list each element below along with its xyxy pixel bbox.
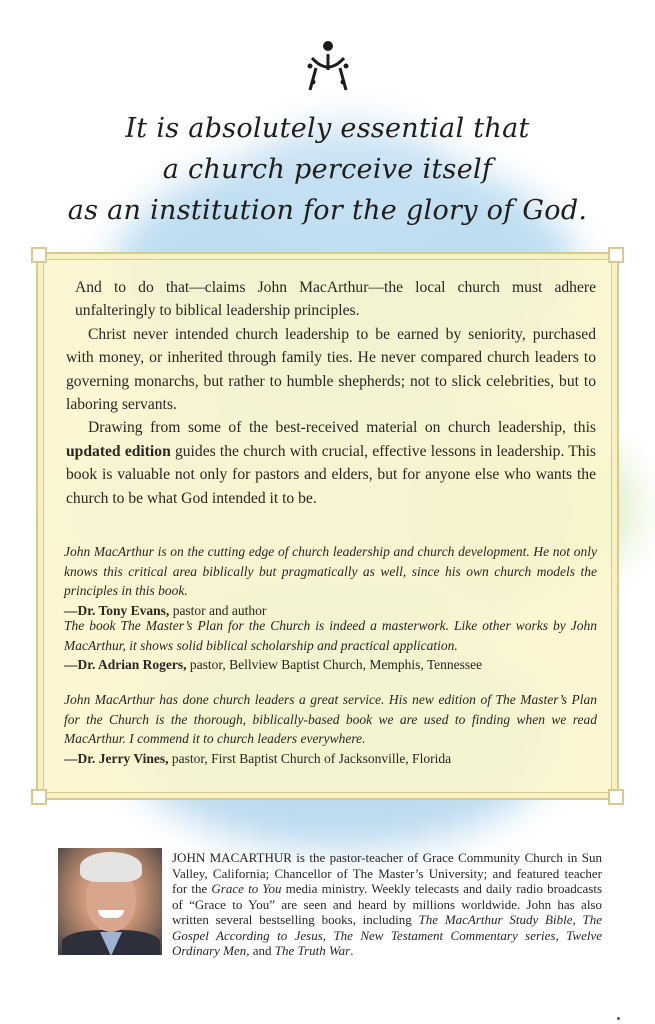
author-bio: JOHN MACARTHUR is the pastor-teacher of Grace Community Church in Sun Valley, California; Chancellor of The Master’s University; and featured teacher for the Grace to You media ministry. Weekly telecasts and daily radio broadcasts of “Grace to You” are seen and heard by millions worldwide. John has also written several bestselling books, including The MacArthur Study Bible, The Gospel According to Jesus, The New Testament Commentary series, Twelve Ordinary Men, and The Truth War. xyxy=(172,850,603,958)
book-title: The MacArthur Study Bible, xyxy=(418,912,576,927)
endorsement-attribution: —Dr. Adrian Rogers, pastor, Bellview Baptist Church, Memphis, Tennessee xyxy=(64,657,483,672)
edition-highlight: updated edition xyxy=(66,442,171,460)
author-photo xyxy=(58,848,162,955)
endorsement xyxy=(64,616,597,675)
headline-line: a church perceive itself xyxy=(162,154,493,185)
book-description xyxy=(66,276,596,510)
stylized-figure-icon xyxy=(302,40,354,96)
panel-corner xyxy=(608,789,624,805)
endorsement-text: John MacArthur has done church leaders a great service. His new edition of The Master’s Plan for the Church is the thorough, biblically-based book we are used to finding when we read MacArthur. I commend it to church leaders everywhere. xyxy=(64,692,597,746)
endorsement xyxy=(64,690,597,768)
book-title: The Truth War xyxy=(274,943,351,958)
endorsement-attribution: —Dr. Jerry Vines, pastor, First Baptist Church of Jacksonville, Florida xyxy=(64,750,452,766)
headline-line: as an institution for the glory of God. xyxy=(67,195,588,226)
endorsement xyxy=(64,542,597,620)
book-title: Twelve Ordinary Men, xyxy=(172,927,602,958)
headline-quote xyxy=(40,108,615,231)
panel-corner xyxy=(31,789,47,805)
book-title: The New Testament Commentary series, xyxy=(333,927,559,943)
page-mark xyxy=(617,1017,620,1020)
description-paragraph: Drawing from some of the best-received material on church leadership, this updated edition guides the church with crucial, effective lessons in leadership. This book is valuable not only for pastors and elders, but for anyone else who wants the church to be what God intended it to be. xyxy=(66,419,596,507)
endorsement-text: John MacArthur is on the cutting edge of church leadership and church development. He not only knows this critical area biblically but pragmatically as well, since his own church models the principles in this book. xyxy=(64,544,597,598)
book-title: The Gospel According to Jesus, xyxy=(172,912,602,943)
endorsement-text: The book The Master’s Plan for the Church is indeed a masterwork. Like other works by John MacArthur, it shows solid biblical scholarship and practical application. xyxy=(64,618,597,653)
description-paragraph: Christ never intended church leadership to be earned by seniority, purchased with money, or inherited through family ties. He never compared church leaders to governing monarchs, but rather to humble shepherds; not to slick celebrities, but to laboring servants. xyxy=(66,325,596,414)
headline-line: It is absolutely essential that xyxy=(125,113,530,144)
description-paragraph: And to do that—claims John MacArthur—the local church must adhere unfalteringly to biblical leadership principles. xyxy=(75,279,596,320)
panel-corner xyxy=(608,247,624,263)
panel-corner xyxy=(31,247,47,263)
endorsement-attribution: —Dr. Tony Evans, pastor and author xyxy=(64,602,267,618)
